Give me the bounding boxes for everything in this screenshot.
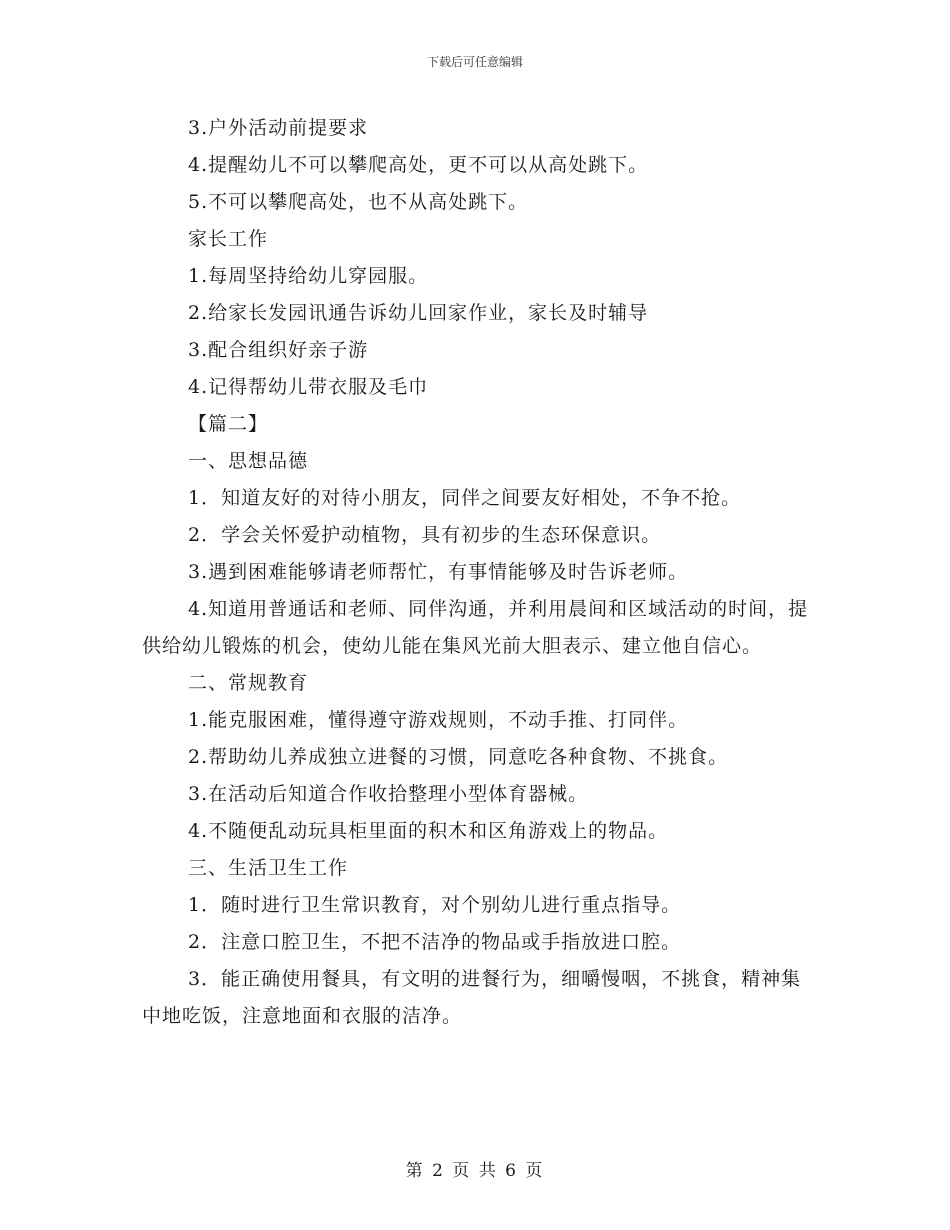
paragraph: 2.给家长发园讯通告诉幼儿回家作业，家长及时辅导	[188, 302, 649, 324]
paragraph: 1．知道友好的对待小朋友，同伴之间要友好相处，不争不抢。	[188, 487, 742, 509]
section-heading: 家长工作	[188, 228, 269, 250]
paragraph: 2．学会关怀爱护动植物，具有初步的生态环保意识。	[188, 524, 662, 546]
page-header: 下载后可任意编辑	[426, 55, 523, 69]
paragraph: 4.不随便乱动玩具柜里面的积木和区角游戏上的物品。	[188, 820, 669, 842]
document-body	[142, 110, 810, 1035]
section-heading: 一、思想品德	[188, 450, 309, 472]
paragraph: 5.不可以攀爬高处，也不从高处跳下。	[188, 191, 529, 213]
paragraph: 3.配合组织好亲子游	[188, 339, 369, 361]
paragraph: 3.在活动后知道合作收拾整理小型体育器械。	[188, 783, 589, 805]
paragraph: 3.遇到困难能够请老师帮忙，有事情能够及时告诉老师。	[188, 561, 689, 583]
paragraph: 4.提醒幼儿不可以攀爬高处，更不可以从高处跳下。	[188, 154, 649, 176]
section-heading: 二、常规教育	[188, 672, 309, 694]
paragraph: 1.能克服困难，懂得遵守游戏规则，不动手推、打同伴。	[188, 709, 689, 731]
paragraph: 2.帮助幼儿养成独立进餐的习惯，同意吃各种食物、不挑食。	[188, 746, 729, 768]
paragraph: 4.记得帮幼儿带衣服及毛巾	[188, 376, 429, 398]
paragraph: 1.每周坚持给幼儿穿园服。	[188, 265, 429, 287]
paragraph: 4.知道用普通话和老师、同伴沟通，并利用晨间和区域活动的时间，提供给幼儿锻炼的机会，使幼儿能在集风光前大胆表示、建立他自信心。	[142, 598, 809, 657]
paragraph: 3.户外活动前提要求	[188, 117, 369, 139]
paragraph: 1．随时进行卫生常识教育，对个别幼儿进行重点指导。	[188, 894, 682, 916]
section-heading: 【篇二】	[188, 413, 269, 435]
paragraph: 2．注意口腔卫生，不把不洁净的物品或手指放进口腔。	[188, 931, 682, 953]
section-heading: 三、生活卫生工作	[188, 857, 349, 879]
paragraph: 3．能正确使用餐具，有文明的进餐行为，细嚼慢咽，不挑食，精神集中地吃饭，注意地面和衣服的洁净。	[142, 968, 802, 1027]
page-footer: 第 2 页 共 6 页	[405, 1161, 545, 1181]
